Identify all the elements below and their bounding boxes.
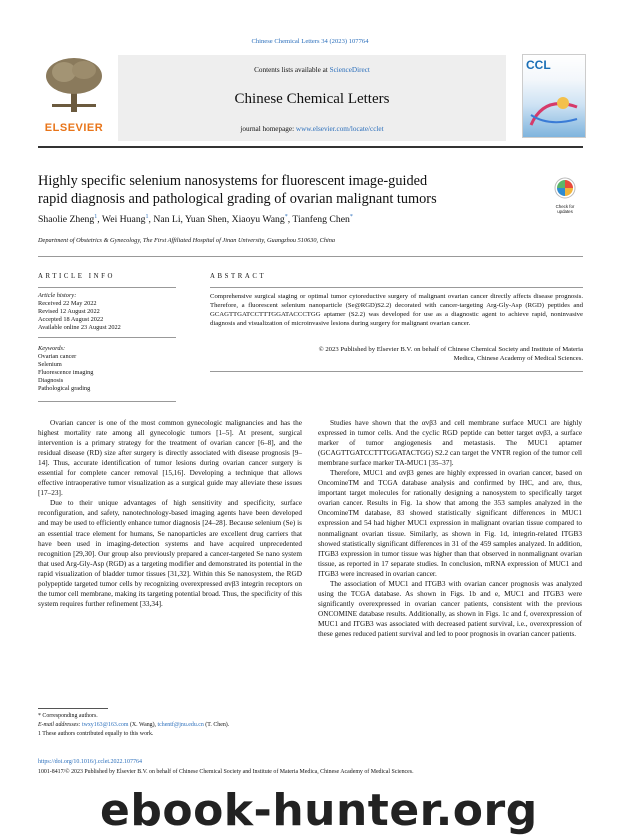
abstract-rule-top: [210, 287, 583, 288]
author-mark[interactable]: *: [284, 214, 288, 220]
abstract-copyright: [210, 345, 583, 363]
info-rule-mid: [38, 337, 176, 338]
footnote-emails: [38, 721, 302, 729]
cover-art-icon: [529, 85, 579, 131]
keyword-item: Selenium: [38, 361, 62, 368]
issn-line: 1001-8417/© 2023 Published by Elsevier B.V. on behalf of Chinese Chemical Society and Institute of Materia Medica, Chinese Academy of Medical Sciences.: [38, 769, 414, 775]
elsevier-wordmark: ELSEVIER: [44, 122, 104, 134]
affiliation-rule: [38, 256, 583, 257]
history-item: Revised 12 August 2022: [38, 308, 100, 315]
watermark: ebook-hunter.org: [100, 785, 538, 836]
title-line-1: Highly specific selenium nanosystems for fluorescent image-guided: [38, 173, 428, 189]
email-link[interactable]: tchentf@jnu.edu.cn: [157, 722, 204, 728]
crossmark-badge[interactable]: [552, 177, 578, 214]
journal-citation[interactable]: Chinese Chemical Letters 34 (2023) 107764: [251, 38, 369, 45]
body-paragraph: Ovarian cancer is one of the most common gynecologic malignancies and has the highest mortality rate among all gynecologic tumors [1–5]. At present, surgical intervention is a primary strategy for the treatment of ovarian cancer [6–8], and the residual disease (RD) size after surgery is directly associated with disease prognosis [9–14]. Thus, accurate identification of tumor lesions during ovarian cancer surgery is essential for complete cancer removal [15,16]. Developing a technique that allows effective intraoperative tumor visualization as a surgical guide may alleviate these issues [17–23].: [38, 419, 302, 498]
keyword-item: Fluorescence imaging: [38, 369, 94, 376]
elsevier-tree-icon: [44, 56, 104, 114]
journal-name: Chinese Chemical Letters: [234, 91, 390, 107]
keywords-label: Keywords:: [38, 345, 66, 352]
history-item: Available online 23 August 2022: [38, 324, 121, 331]
email-link[interactable]: twxy163@163.com: [81, 722, 129, 728]
history-item: Received 22 May 2022: [38, 300, 97, 307]
homepage-line: [118, 125, 506, 133]
keyword-item: Ovarian cancer: [38, 353, 77, 360]
author-name: Shaolie Zheng: [38, 214, 95, 226]
footnote-corresponding: * Corresponding authors.: [38, 713, 98, 719]
footnote-rule: [38, 708, 108, 709]
homepage-prefix: journal homepage:: [240, 125, 296, 133]
journal-cover: [522, 54, 586, 138]
body-paragraph: The association of MUC1 and ITGB3 with ovarian cancer prognosis was analyzed using the TCGA database. As shown in Figs. 1b and e, MUC1 and ITGB3 were significantly overexpressed in ovarian cancer patients, consistent with the previous ONCOMINE database results. Additionally, as shown in Figs. 1c and f, overexpression of MUC1 and ITGB3 was associated with decreased patient survival, i.e., overexpression of these genes reduced patient survival and led to poor prognosis in ovarian cancer patients.: [318, 579, 582, 638]
keywords: [38, 345, 176, 393]
sciencedirect-link[interactable]: ScienceDirect: [329, 66, 370, 74]
history-label: Article history:: [38, 292, 77, 299]
author-name: Xiaoyu Wang: [231, 214, 285, 226]
body-paragraph: Therefore, MUC1 and αvβ3 genes are highly expressed in ovarian cancer, based on OncomineTM and TCGA database analysis and confirmed by IHC, and are, thus, important target molecules for rationally designing a nanosystem to specifically target ovarian cancer. Results in Fig. 1a show that among the 353 samples analyzed in the OncomineTM database, 83 showed statistically significant differences in MUC1 expression and 54 had higher MUC1 expression in malignant ovarian tissue compared to nonmalignant ovarian tissue. Similarly, as shown in Fig. 1d, integrin-related ITGB3 showed statistically significant differences in 31 of the 459 samples analyzed. In addition, ITGB3 expression in tumor tissue was higher than that observed in nonmalignant ovarian tissue, as reported in 17 separate studies. In conclusion, mRNA expression of MUC1 and ITGB3 were increased in ovarian cancer.: [318, 469, 582, 578]
doi-link[interactable]: https://doi.org/10.1016/j.cclet.2022.107764: [38, 759, 143, 765]
crossmark-label: Check for updates: [555, 204, 575, 214]
body-right-column: [318, 418, 582, 639]
body-paragraph: Studies have shown that the αvβ3 and cell membrane surface MUC1 are highly expressed in tumor cells. And the cyclic RGD peptide can better target αvβ3, a surface marker of tumor angiogenesis and metastasis. The MUC1 aptamer (GCAGTTGATCCTTTGGATACTGG) S2.2 can target the VNTR region of the tumor cell membrane surface marker TA-MUC1 [35–37].: [318, 419, 582, 468]
abstract-heading: ABSTRACT: [210, 273, 267, 280]
keyword-item: Diagnosis: [38, 377, 64, 384]
keyword-item: Pathological grading: [38, 385, 91, 392]
author-name: Wei Huang: [101, 214, 146, 226]
email-owner: (T. Chen).: [203, 722, 230, 728]
crossmark-icon: [552, 177, 578, 199]
elsevier-logo: [38, 54, 110, 136]
title-line-2: rapid diagnosis and pathological grading of ovarian malignant tumors: [38, 191, 437, 207]
copyright-line-1: © 2023 Published by Elsevier B.V. on behalf of Chinese Chemical Society and Institute of Materia: [318, 346, 583, 353]
email-owner: (X. Wang),: [128, 722, 158, 728]
abstract-text: Comprehensive surgical staging or optimal tumor cytoreductive surgery of malignant ovarian cancer directly affects disease prognosis. Therefore, a fluorescent selenium nanoparticle (Se@RGD)S2.2) decorated with cancer-targeting Arg-Gly-Asp (RGD) peptides and GCAGTTGATCCTTTGGATACCCTGG aptamer (S2.2) was developed for use as a diagnostic agent to achieve rapid, noninvasive diagnosis and visualization of microinvasive lesions during surgery for malignant ovarian cancer.: [210, 293, 583, 327]
homepage-link[interactable]: www.elsevier.com/locate/cclet: [295, 125, 384, 133]
author-mark[interactable]: 1: [94, 214, 98, 220]
cover-title: CCL: [526, 58, 551, 72]
author-name: Tianfeng Chen: [292, 214, 350, 226]
author-list: Shaolie Zheng$^1$, Wei Huang$^1$, Nan Li, Yuan Shen, Xiaoyu Wang*, Tianfeng Chen*: [38, 214, 353, 226]
history-item: Accepted 18 August 2022: [38, 316, 104, 323]
info-rule-bottom: [38, 401, 176, 402]
author-name: Yuan Shen: [185, 214, 227, 226]
contents-line: [118, 66, 506, 74]
author-mark[interactable]: 1: [145, 214, 149, 220]
contents-prefix: Contents lists available at: [254, 66, 330, 74]
masthead: [118, 55, 506, 141]
info-rule-top: [38, 287, 176, 288]
body-left-column: [38, 418, 302, 609]
affiliation: Department of Obstetrics & Gynecology, The First Affiliated Hospital of Jinan University, Guangzhou 510630, China: [38, 237, 336, 244]
author-name: Nan Li: [153, 214, 181, 226]
author-mark[interactable]: *: [349, 214, 353, 220]
copyright-line-2: Medica, Chinese Academy of Medical Sciences.: [453, 355, 583, 362]
article-title: [38, 172, 508, 208]
header-rule: [38, 146, 583, 148]
article-info-heading: ARTICLE INFO: [38, 273, 116, 280]
email-label: E-mail addresses:: [38, 722, 82, 728]
footnote-equal: 1 These authors contributed equally to this work.: [38, 731, 154, 737]
body-paragraph: Due to their unique advantages of high sensitivity and specificity, surface reconfiguration, and safety, nanotechnology-based imaging agents have been developed and may be used to efficiently enhance tumor diagnosis [24–28]. Because selenium (Se) is an essential trace element for humans, Se nanoparticles are excellent drug carriers that have been used in imaging-detection systems and have acquired unprecedented recognition [29,30]. Our group also previously prepared a cancer-targeted Se nano system that used Arg-Gly-Asp (RGD) as a targeting modifier and demonstrated its potential in the rapid visualization of bladder tumor tissues [31,32]. Within this Se nanosystem, the RGD polypeptide targeted tumor cells by recognizing overexpressed αvβ3 integrin receptors on the tumor cell membrane, making its targeting potential broad. Thus, the specificity of this system requires further refinement [33,34].: [38, 499, 302, 608]
article-history: [38, 292, 176, 332]
abstract-rule-bottom: [210, 371, 583, 372]
